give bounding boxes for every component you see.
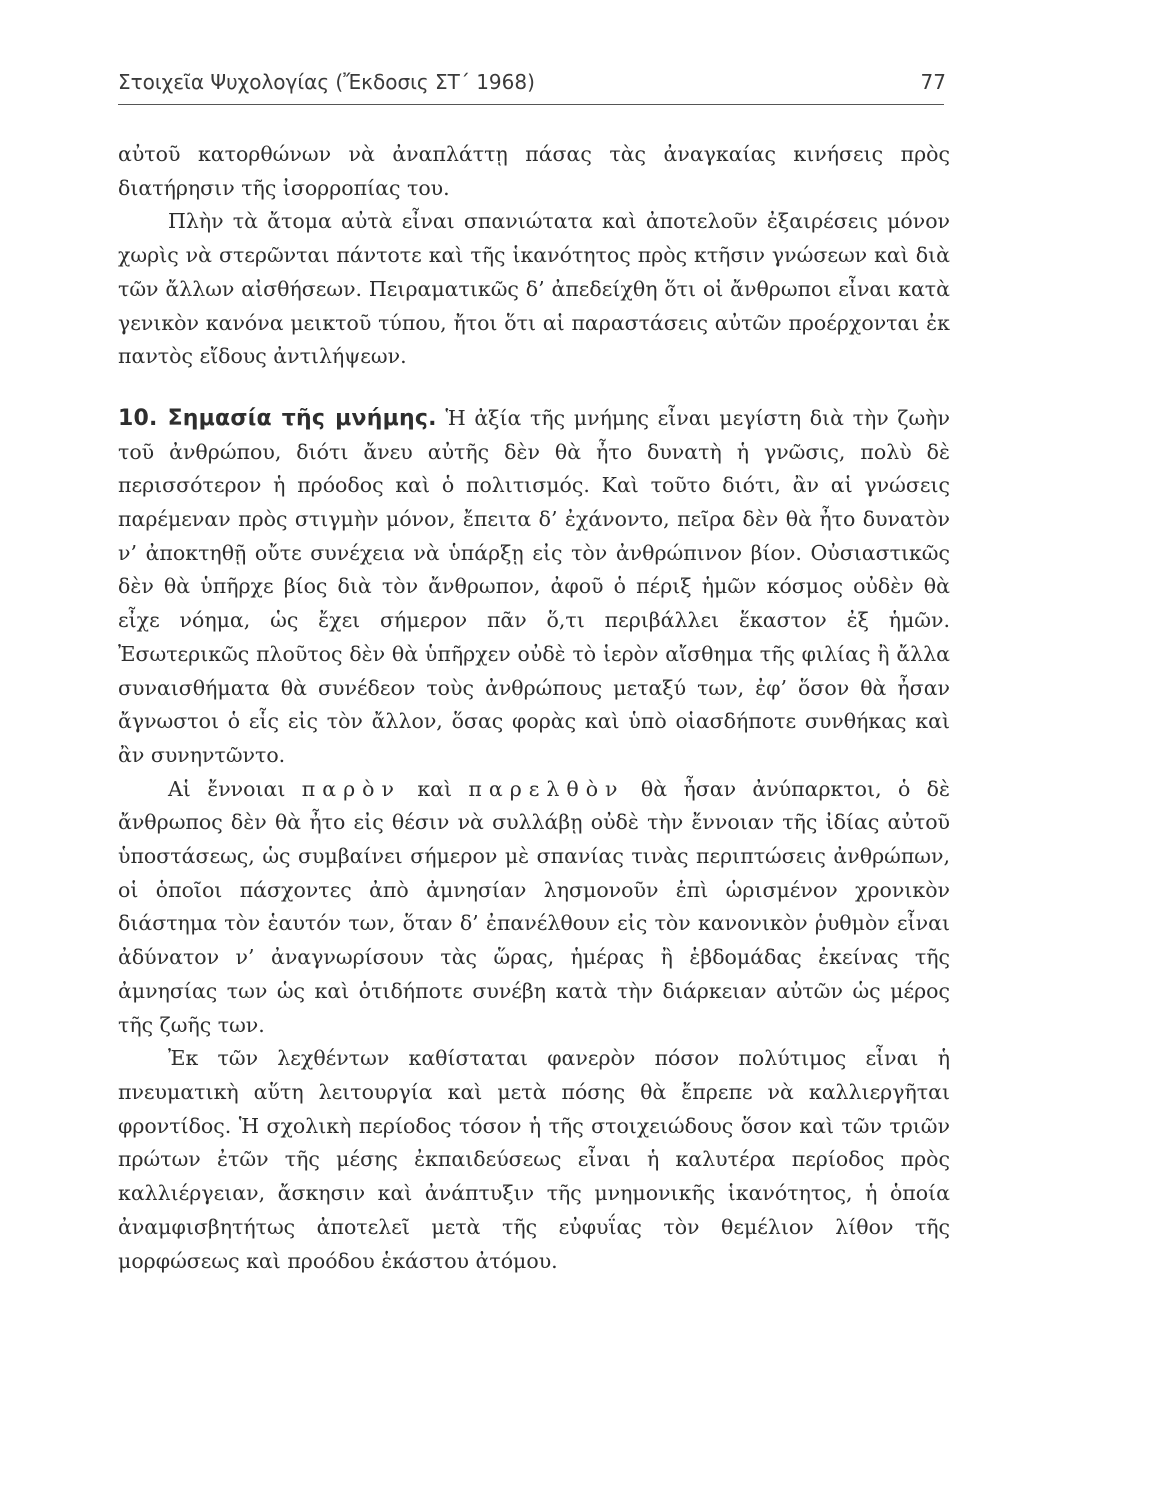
section-gap [118,374,950,402]
spaced-term: παρελθὸν [468,776,625,801]
running-head [118,70,946,94]
paragraph-text: καὶ [400,776,469,801]
paragraph [118,773,950,1043]
section-heading: 10. Σημασία τῆς μνήμης. [118,405,437,431]
running-title: Στοιχεῖα Ψυχολογίας (Ἔκδοσις ΣΤ΄ 1968) [118,70,535,94]
section-paragraph [118,402,950,773]
header-rule [118,104,944,105]
paragraph: Πλὴν τὰ ἄτομα αὐτὰ εἶναι σπανιώτατα καὶ ἀποτελοῦν ἐξαιρέσεις μόνον χωρὶς νὰ στερῶνται πάντοτε καὶ τῆς ἱκανότητος πρὸς κτῆσιν γνώσεων καὶ διὰ τῶν ἄλλων αἰσθήσεων. Πειραματικῶς δ’ ἀπεδείχθη ὅτι οἱ ἄνθρωποι εἶναι κατὰ γενικὸν κανόνα μεικτοῦ τύπου, ἤτοι ὅτι αἱ παραστάσεις αὐτῶν προέρχονται ἐκ παντὸς εἴδους ἀντιλήψεων. [118,209,950,369]
body-text [118,138,950,1278]
spaced-term: παρὸν [301,776,401,801]
page-number: 77 [920,70,946,94]
paragraph-continued: αὐτοῦ κατορθώνων νὰ ἀναπλάττῃ πάσας τὰς ἀναγκαίας κινήσεις πρὸς διατήρησιν τῆς ἰσορροπίας του. [118,142,950,200]
section-paragraph-text: Ἡ ἀξία τῆς μνήμης εἶναι μεγίστη διὰ τὴν ζωὴν τοῦ ἀνθρώπου, διότι ἄνευ αὐτῆς δὲν θὰ ἦτο δυνατὴ ἡ γνῶσις, πολὺ δὲ περισσότερον ἡ πρόοδος καὶ ὁ πολιτισμός. Καὶ τοῦτο διότι, ἂν αἱ γνώσεις παρέμεναν πρὸς στιγμὴν μόνον, ἔπειτα δ’ ἐχάνοντο, πεῖρα δὲν θὰ ἦτο δυνατὸν ν’ ἀποκτηθῇ οὔτε συνέχεια νὰ ὑπάρξῃ εἰς τὸν ἀνθρώπινον βίον. Οὐσιαστικῶς δὲν θὰ ὑπῆρχε βίος διὰ τὸν ἄνθρωπον, ἀφοῦ ὁ πέριξ ἡμῶν κόσμος οὐδὲν θὰ εἶχε νόημα, ὡς ἔχει σήμερον πᾶν ὅ,τι περιβάλλει ἕκαστον ἐξ ἡμῶν. Ἐσωτερικῶς πλοῦτος δὲν θὰ ὑπῆρχεν οὐδὲ τὸ ἱερὸν αἴσθημα τῆς φιλίας ἢ ἄλλα συναισθήματα θὰ συνέδεον τοὺς ἀνθρώπους μεταξύ των, ἐφ’ ὅσον θὰ ἦσαν ἄγνωστοι ὁ εἷς εἰς τὸν ἄλλον, ὅσας φορὰς καὶ ὑπὸ οἱασδήποτε συνθήκας καὶ ἂν συνηντῶντο. [118,405,950,767]
paragraph-text: Αἱ ἔννοιαι [168,776,302,801]
paragraph-text: θὰ ἦσαν ἀνύπαρκτοι, ὁ δὲ ἄνθρωπος δὲν θὰ ἦτο εἰς θέσιν νὰ συλλάβῃ οὐδὲ τὴν ἔννοιαν τῆς ἰδίας αὐτοῦ ὑποστάσεως, ὡς συμβαίνει σήμερον μὲ σπανίας τινὰς περιπτώσεις ἀνθρώπων, οἱ ὁποῖοι πάσχοντες ἀπὸ ἀμνησίαν λησμονοῦν ἐπὶ ὡρισμένον χρονικὸν διάστημα τὸν ἑαυτόν των, ὅταν δ’ ἐπανέλθουν εἰς τὸν κανονικὸν ῥυθμὸν εἶναι ἀδύνατον ν’ ἀναγνωρίσουν τὰς ὥρας, ἡμέρας ἢ ἑβδομάδας ἐκείνας τῆς ἀμνησίας των ὡς καὶ ὁτιδήποτε συνέβη κατὰ τὴν διάρκειαν αὐτῶν ὡς μέρος τῆς ζωῆς των. [118,776,950,1037]
paragraph: Ἐκ τῶν λεχθέντων καθίσταται φανερὸν πόσον πολύτιμος εἶναι ἡ πνευματικὴ αὕτη λειτουργία καὶ μετὰ πόσης θὰ ἔπρεπε νὰ καλλιεργῆται φροντίδος. Ἡ σχολικὴ περίοδος τόσον ἡ τῆς στοιχειώδους ὅσον καὶ τῶν τριῶν πρώτων ἐτῶν τῆς μέσης ἐκπαιδεύσεως εἶναι ἡ καλυτέρα περίοδος πρὸς καλλιέργειαν, ἄσκησιν καὶ ἀνάπτυξιν τῆς μνημονικῆς ἱκανότητος, ἡ ὁποία ἀναμφισβητήτως ἀποτελεῖ μετὰ τῆς εὐφυΐας τὸν θεμέλιον λίθον τῆς μορφώσεως καὶ προόδου ἑκάστου ἀτόμου. [118,1046,950,1273]
